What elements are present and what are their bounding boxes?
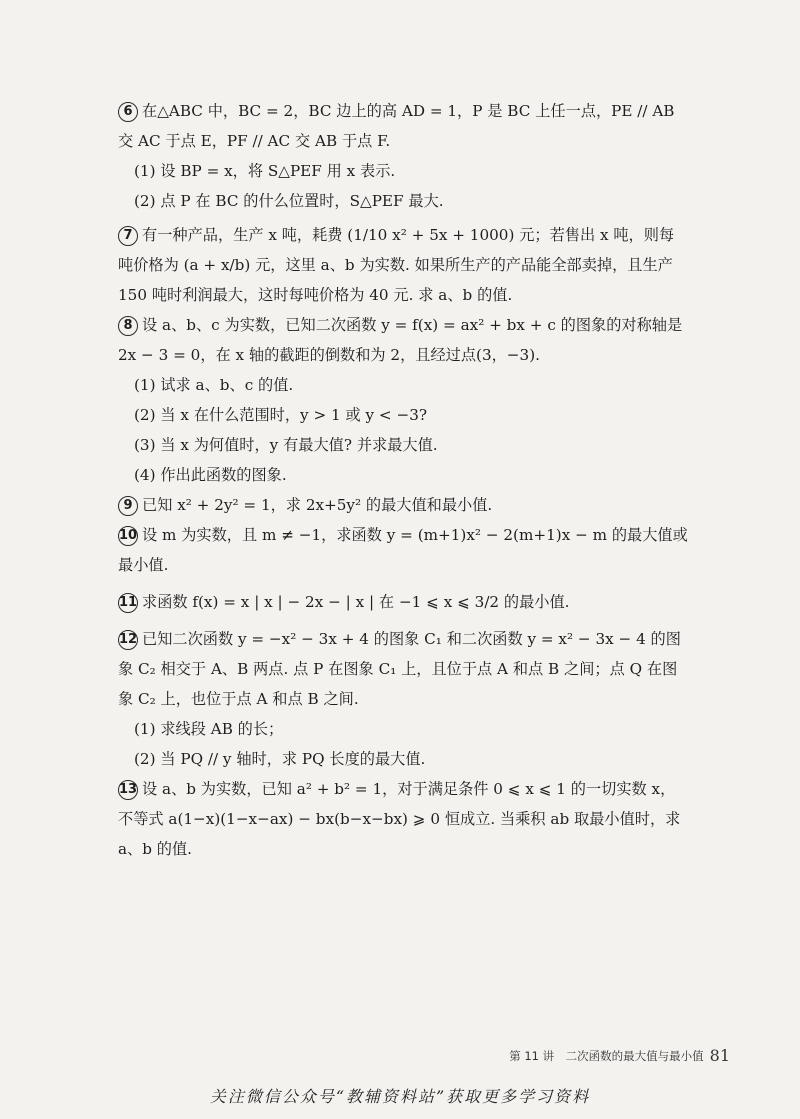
problem-6 — [118, 96, 688, 216]
page-number: 81 — [709, 1046, 730, 1065]
problem-11 — [118, 584, 688, 620]
problem-part: (2) 点 P 在 BC 的什么位置时，S△PEF 最大. — [134, 192, 444, 210]
problem-number-badge: 13 — [118, 780, 138, 800]
problem-text: 已知二次函数 y = −x² − 3x + 4 的图象 C₁ 和二次函数 y = x² − 3x − 4 的图象 C₂ 相交于 A、B 两点. 点 P 在图象 C₁ 上，且位于点 A 和点 B 之间；点 Q 在图象 C₂ 上，也位于点 A 和点 B 之间. — [118, 630, 681, 708]
problem-text: 有一种产品，生产 x 吨，耗费 (1/10 x² + 5x + 1000) 元；若售出 x 吨，则每吨价格为 (a + x/b) 元，这里 a、b 为实数. 如果所生产的产品能全部卖掉，且生产 150 吨时利润最大，这时每吨价格为 40 元. 求 a、b 的值. — [118, 226, 675, 304]
problem-7 — [118, 220, 688, 310]
problem-part: (2) 当 x 在什么范围时，y > 1 或 y < −3? — [134, 406, 428, 424]
problem-text: 设 m 为实数，且 m ≠ −1，求函数 y = (m+1)x² − 2(m+1)x − m 的最大值或最小值. — [118, 526, 688, 574]
problem-number-badge: 11 — [118, 593, 138, 613]
problem-13 — [118, 774, 688, 864]
problem-8 — [118, 310, 688, 490]
chapter-title: 第 11 讲 二次函数的最大值与最小值 — [509, 1049, 704, 1063]
problem-part: (1) 试求 a、b、c 的值. — [134, 376, 294, 394]
problem-number-badge: 7 — [118, 226, 138, 246]
page-footer — [509, 1046, 730, 1065]
problem-text: 求函数 f(x) = x | x | − 2x − | x | 在 −1 ⩽ x ⩽ 3/2 的最小值. — [142, 593, 570, 611]
problem-part: (4) 作出此函数的图象. — [134, 466, 287, 484]
problem-list — [118, 96, 688, 864]
problem-part: (3) 当 x 为何值时，y 有最大值? 并求最大值. — [134, 436, 438, 454]
problem-9 — [118, 490, 688, 520]
problem-number-badge: 6 — [118, 102, 138, 122]
problem-text: 设 a、b 为实数，已知 a² + b² = 1，对于满足条件 0 ⩽ x ⩽ 1 的一切实数 x，不等式 a(1−x)(1−x−ax) − bx(b−x−bx) ⩾ 0 恒成立. 当乘积 ab 取最小值时，求 a、b 的值. — [118, 780, 681, 858]
problem-text: 设 a、b、c 为实数，已知二次函数 y = f(x) = ax² + bx + c 的图象的对称轴是 2x − 3 = 0，在 x 轴的截距的倒数和为 2，且经过点(3，−3). — [118, 316, 683, 364]
problem-number-badge: 8 — [118, 316, 138, 336]
problem-number-badge: 9 — [118, 496, 138, 516]
problem-10 — [118, 520, 688, 580]
problem-number-badge: 10 — [118, 526, 138, 546]
problem-text: 已知 x² + 2y² = 1，求 2x+5y² 的最大值和最小值. — [142, 496, 493, 514]
problem-part: (1) 求线段 AB 的长； — [134, 720, 284, 738]
problem-part: (2) 当 PQ // y 轴时，求 PQ 长度的最大值. — [134, 750, 426, 768]
problem-number-badge: 12 — [118, 630, 138, 650]
problem-12 — [118, 624, 688, 774]
problem-part: (1) 设 BP = x，将 S△PEF 用 x 表示. — [134, 162, 396, 180]
watermark-text: 关注微信公众号“教辅资料站”获取更多学习资料 — [209, 1087, 591, 1106]
problem-text: 在△ABC 中，BC = 2，BC 边上的高 AD = 1，P 是 BC 上任一点，PE // AB 交 AC 于点 E，PF // AC 交 AB 于点 F. — [118, 102, 675, 150]
